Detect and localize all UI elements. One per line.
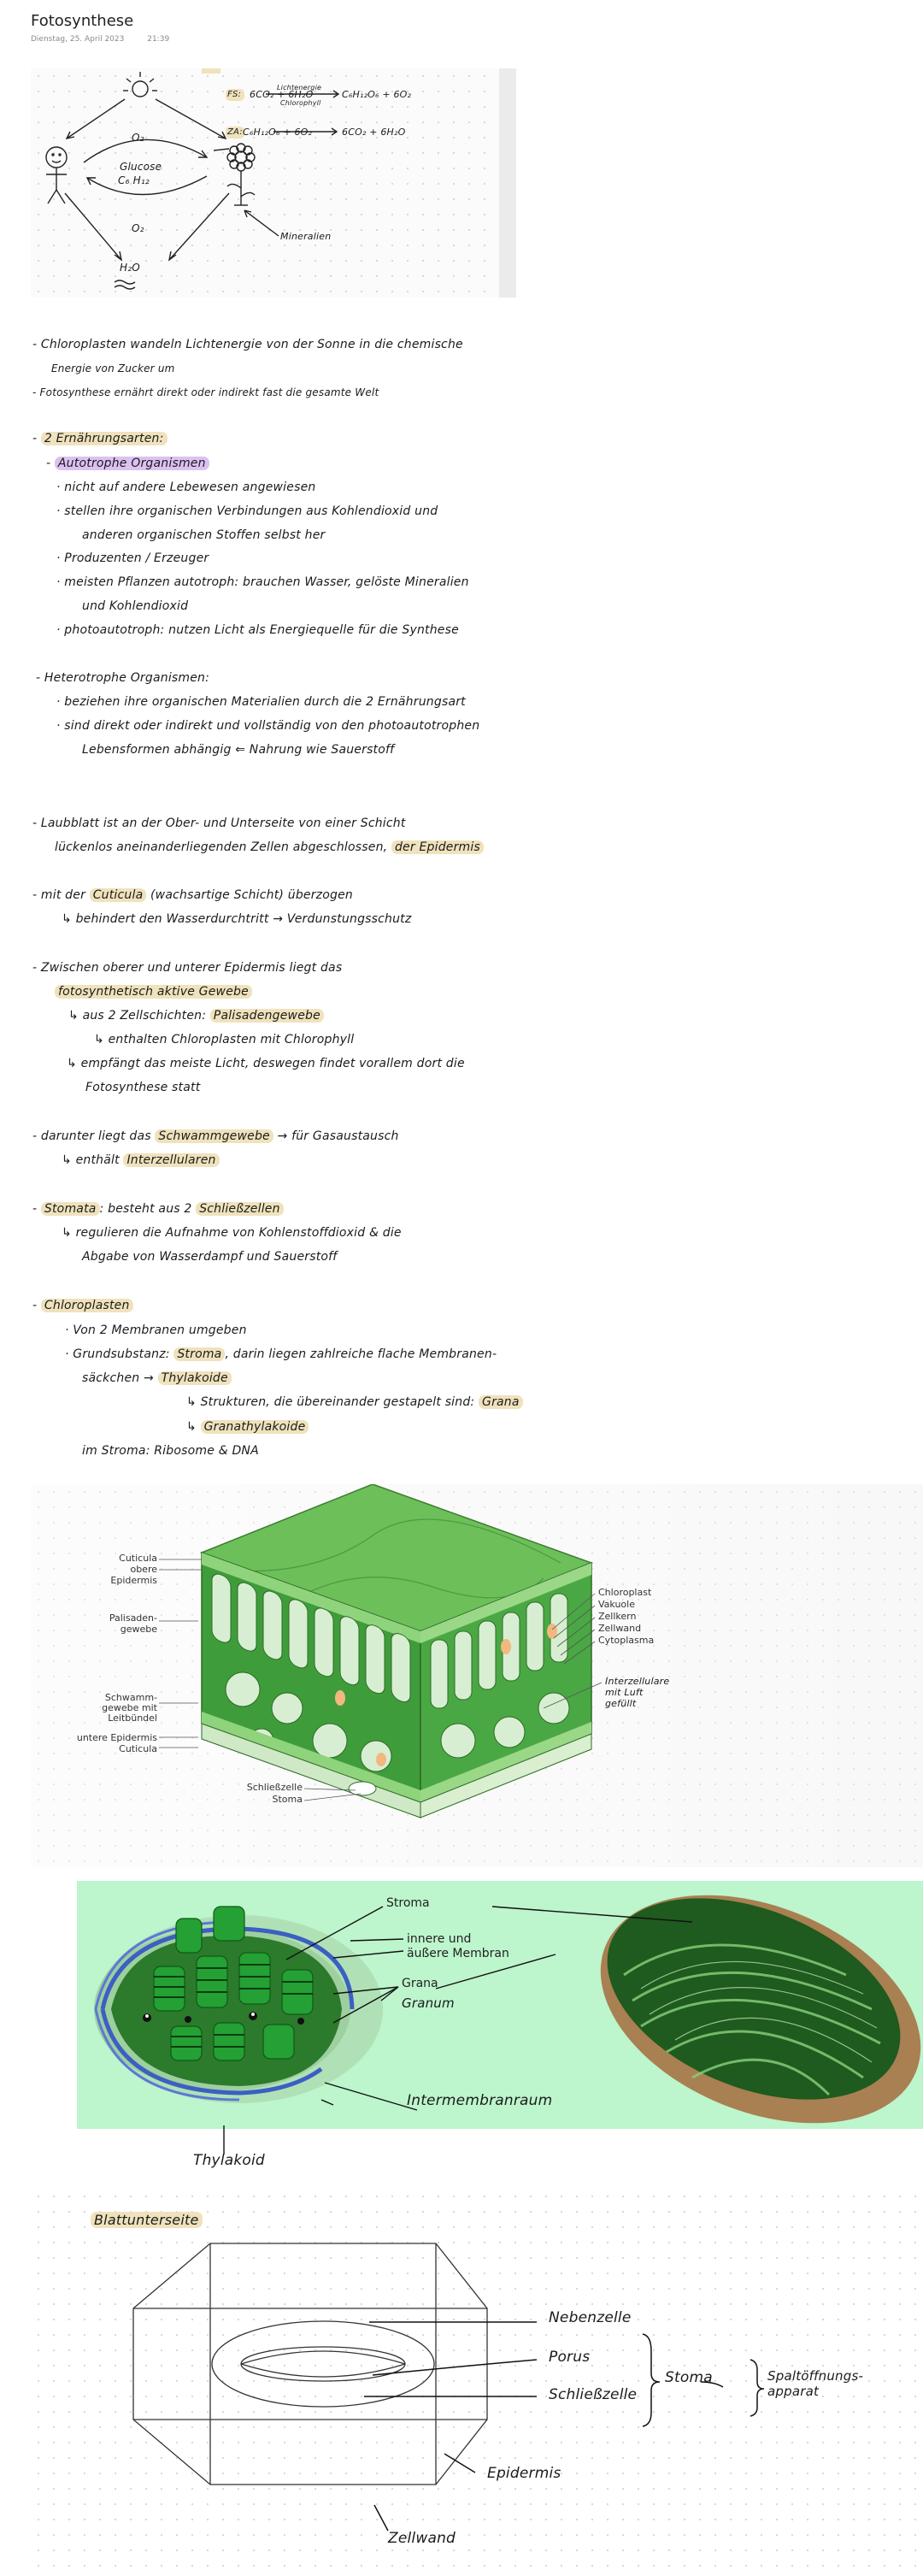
note-line[interactable]: im Stroma: Ribosome & DNA	[82, 1444, 259, 1458]
leaf-label: Palisaden-	[109, 1612, 157, 1624]
note-line[interactable]	[68, 1010, 324, 1022]
fs-tag: FS:	[227, 90, 242, 99]
page-title[interactable]: Fotosynthese	[31, 12, 134, 30]
note-line[interactable]: · beziehen ihre organischen Materialien durch die 2 Ernährungsart	[56, 695, 466, 709]
grana-label: Grana	[402, 1977, 438, 1990]
note-fragment: -	[46, 457, 55, 470]
porus-label: Porus	[549, 2349, 591, 2366]
note-line[interactable]: ↳ enthalten Chloroplasten mit Chlorophyll	[94, 1033, 355, 1046]
note-fragment: (wachsartige Schicht) überzogen	[146, 888, 353, 902]
note-line[interactable]: Abgabe von Wasserdampf und Sauerstoff	[82, 1250, 338, 1264]
note-line[interactable]: · Von 2 Membranen umgeben	[65, 1323, 247, 1337]
note-line[interactable]	[46, 457, 209, 469]
note-line[interactable]: · Produzenten / Erzeuger	[56, 551, 209, 565]
photosynthesis-sketch-drawing	[31, 68, 516, 298]
glucose-label: Glucose	[120, 161, 162, 173]
leaf-label: Chloroplast	[598, 1587, 652, 1598]
leaf-label: mit Luft	[605, 1687, 644, 1698]
mineralien-label: Mineralien	[280, 231, 332, 242]
granum-label: Granum	[402, 1995, 455, 2011]
stoma-heading	[91, 2214, 203, 2226]
fs-under: Chlorophyll	[280, 99, 321, 107]
note-line[interactable]	[32, 1300, 133, 1312]
highlight: Schwammgewebe	[155, 1129, 273, 1143]
note-line[interactable]	[82, 1372, 232, 1384]
note-line[interactable]	[65, 1348, 497, 1360]
leaf-label: obere Epidermis	[110, 1564, 157, 1586]
leaf-cross-section-image[interactable]	[31, 1484, 923, 1867]
highlight: Palisadengewebe	[210, 1009, 324, 1023]
note-fragment: -	[32, 1299, 41, 1312]
note-fragment: - mit der	[32, 888, 90, 902]
highlight: der Epidermis	[391, 840, 484, 854]
leaf-label: Cuticula	[119, 1553, 157, 1564]
note-fragment: säckchen →	[82, 1371, 158, 1385]
leaf-label: Cuticula	[119, 1743, 157, 1754]
fs-left: 6CO₂ + 6H₂O	[250, 89, 314, 100]
note-fragment: lückenlos aneinanderliegenden Zellen abgeschlossen,	[55, 840, 391, 854]
thylakoid-label: Thylakoid	[193, 2152, 265, 2169]
highlight: Thylakoide	[158, 1371, 232, 1385]
stoma-label: Stoma	[665, 2369, 713, 2386]
leaf-label: Interzellulare	[605, 1676, 670, 1687]
za-left: C₆H₁₂O₆ + 6O₂	[243, 127, 313, 138]
leaf-cross-section-drawing	[31, 1484, 923, 1867]
note-line[interactable]: Fotosynthese statt	[85, 1081, 201, 1094]
fs-over: Lichtenergie	[277, 84, 322, 91]
nebenzelle-label: Nebenzelle	[549, 2309, 632, 2326]
note-fragment: ↳ enthält	[62, 1153, 124, 1167]
note-line[interactable]	[32, 889, 353, 901]
h2o-label: H₂O	[120, 262, 140, 274]
note-line[interactable]: anderen organischen Stoffen selbst her	[82, 528, 326, 542]
leaf-left-labels-mid	[82, 1612, 157, 1635]
za-right: 6CO₂ + 6H₂O	[342, 127, 406, 138]
note-line[interactable]	[32, 1130, 399, 1142]
note-line[interactable]: und Kohlendioxid	[82, 599, 189, 613]
note-line[interactable]: - Fotosynthese ernährt direkt oder indirekt fast die gesamte Welt	[32, 386, 379, 398]
sun-icon	[132, 81, 148, 97]
leaf-label: Schwamm-	[104, 1692, 157, 1703]
person-icon	[46, 147, 67, 168]
o2-bottom-label: O₂	[132, 222, 144, 234]
note-fragment: -	[32, 432, 41, 445]
leaf-bottom-labels	[227, 1782, 303, 1806]
zellwand-label: Zellwand	[388, 2530, 456, 2547]
za-tag: ZA:	[227, 127, 243, 137]
note-line[interactable]: - Heterotrophe Organismen:	[36, 671, 210, 685]
highlight: 2 Ernährungsarten:	[41, 432, 168, 445]
page-meta	[31, 35, 190, 44]
note-line[interactable]	[186, 1396, 523, 1408]
leaf-label: gewebe	[120, 1624, 157, 1635]
apparat-label-line: Spaltöffnungs-	[767, 2368, 864, 2384]
epidermis-label: Epidermis	[487, 2465, 561, 2482]
note-fragment: ↳ aus 2 Zellschichten:	[68, 1009, 210, 1023]
note-line[interactable]: - Laubblatt ist an der Ober- und Unterseite von einer Schicht	[32, 816, 406, 830]
note-line[interactable]: · sind direkt oder indirekt und vollständig von den photoautotrophen	[56, 719, 480, 733]
highlight: Granathylakoide	[201, 1420, 309, 1434]
leaf-label: Zellkern	[598, 1611, 637, 1622]
note-fragment: · Grundsubstanz:	[65, 1347, 174, 1361]
note-line[interactable]: · meisten Pflanzen autotroph: brauchen Wasser, gelöste Mineralien	[56, 575, 469, 589]
interzellular-label	[605, 1676, 669, 1709]
leaf-label: Vakuole	[598, 1599, 635, 1610]
leaf-label: Schließzelle	[246, 1782, 303, 1793]
intermembranraum-label: Intermembranraum	[407, 2092, 553, 2109]
leaf-left-labels-spongy	[65, 1693, 157, 1724]
glucose-formula: C₆ H₁₂	[118, 174, 150, 186]
note-line[interactable]: - Zwischen oberer und unterer Epidermis liegt das	[32, 961, 343, 975]
leaf-label: untere Epidermis	[76, 1732, 157, 1743]
membrane-label-line: innere und	[407, 1932, 472, 1946]
note-fragment: ↳ Strukturen, die übereinander gestapelt sind:	[186, 1395, 479, 1409]
note-line[interactable]: Lebensformen abhängig ⇐ Nahrung wie Sauerstoff	[82, 743, 395, 757]
leaf-label: gefüllt	[605, 1698, 637, 1709]
note-fragment: -	[32, 1202, 41, 1216]
leaf-label: gewebe mit	[102, 1702, 157, 1713]
leaf-left-labels-bottom	[65, 1732, 157, 1754]
note-line[interactable]	[55, 841, 484, 853]
note-line[interactable]: Energie von Zucker um	[51, 363, 175, 374]
page-time: 21:39	[147, 35, 170, 44]
note-fragment: : besteht aus 2	[99, 1202, 197, 1216]
highlight: Schließzellen	[196, 1202, 284, 1216]
thylakoid-leader	[0, 2120, 342, 2163]
leaf-label: Cytoplasma	[598, 1635, 655, 1646]
note-line[interactable]	[32, 433, 168, 445]
highlight: Stroma	[173, 1347, 225, 1361]
page-header	[31, 12, 190, 44]
note-line[interactable]: · nicht auf andere Lebewesen angewiesen	[56, 480, 316, 494]
membrane-label-line: äußere Membran	[407, 1947, 509, 1960]
membrane-label	[407, 1932, 509, 1961]
highlight: Autotrophe Organismen	[55, 457, 209, 470]
note-line[interactable]	[32, 1203, 284, 1215]
highlight: Blattunterseite	[91, 2212, 203, 2228]
stroma-label: Stroma	[386, 1896, 430, 1910]
note-fragment: → für Gasaustausch	[273, 1129, 399, 1143]
apparat-label-line: apparat	[767, 2384, 820, 2399]
note-line[interactable]: · photoautotroph: nutzen Licht als Energiequelle für die Synthese	[56, 623, 459, 637]
leaf-label: Stoma	[272, 1794, 303, 1805]
leaf-label: Leitbündel	[108, 1712, 157, 1724]
note-fragment: ↳	[186, 1420, 201, 1434]
leaf-label: Zellwand	[598, 1623, 642, 1634]
schliesszelle-label: Schließzelle	[549, 2386, 638, 2403]
note-line[interactable]	[62, 1154, 220, 1166]
photosynthesis-sketch[interactable]	[31, 68, 516, 298]
o2-top-label: O₂	[132, 132, 144, 144]
highlight: fotosynthetisch aktive Gewebe	[55, 985, 252, 999]
highlight: Grana	[479, 1395, 523, 1409]
note-line[interactable]	[186, 1421, 309, 1433]
note-fragment: , darin liegen zahlreiche flache Membranen-	[225, 1347, 497, 1361]
leaf-right-labels	[598, 1587, 654, 1647]
note-line[interactable]: · stellen ihre organischen Verbindungen aus Kohlendioxid und	[56, 504, 438, 518]
note-line[interactable]	[55, 986, 252, 998]
stoma-sketch[interactable]	[31, 2189, 923, 2576]
spaltoeffnungsapparat-label	[767, 2368, 863, 2399]
note-fragment: - darunter liegt das	[32, 1129, 156, 1143]
highlight: Cuticula	[90, 888, 147, 902]
highlight: Interzellularen	[123, 1153, 219, 1167]
leaf-left-labels-top	[82, 1553, 157, 1586]
fs-right: C₆H₁₂O₆ + 6O₂	[342, 89, 412, 100]
page-date: Dienstag, 25. April 2023	[31, 35, 125, 44]
highlight: Stomata	[41, 1202, 100, 1216]
note-line[interactable]: - Chloroplasten wandeln Lichtenergie von der Sonne in die chemische	[32, 338, 463, 351]
highlight: Chloroplasten	[41, 1299, 133, 1312]
note-line[interactable]: ↳ behindert den Wasserdurchtritt → Verdunstungsschutz	[62, 912, 412, 926]
note-line[interactable]: ↳ empfängt das meiste Licht, deswegen findet vorallem dort die	[67, 1057, 465, 1070]
note-line[interactable]: ↳ regulieren die Aufnahme von Kohlenstoffdioxid & die	[62, 1226, 402, 1240]
